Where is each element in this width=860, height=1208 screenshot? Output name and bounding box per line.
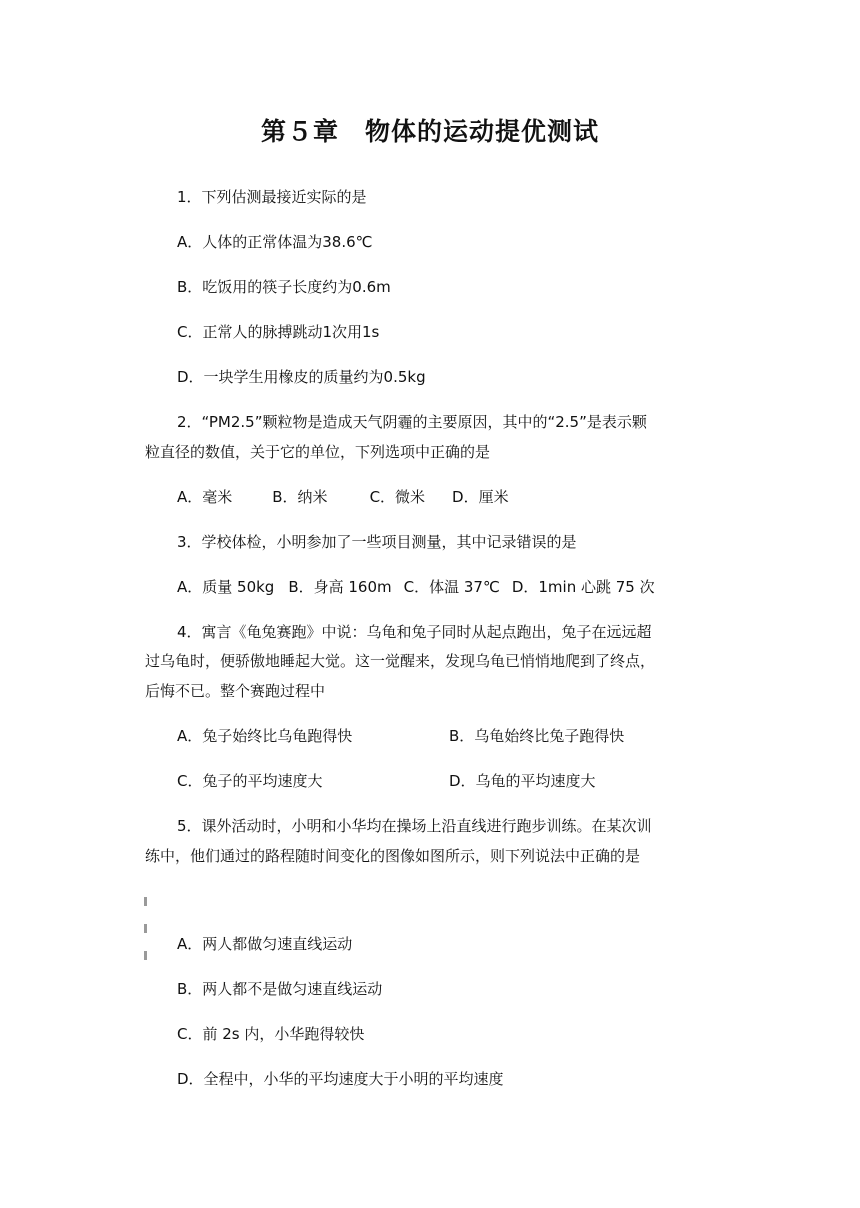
question-2-stem-line-1: 2．“PM2.5”颗粒物是造成天气阴霾的主要原因，其中的“2.5”是表示颗 bbox=[177, 413, 647, 431]
question-4-stem-line-2: 过乌龟时，便骄傲地睡起大觉。这一觉醒来，发现乌龟已悄悄地爬到了终点， bbox=[145, 652, 656, 670]
question-5-option-c: C．前 2s 内，小华跑得较快 bbox=[177, 1025, 365, 1043]
question-5-option-b: B．两人都不是做匀速直线运动 bbox=[177, 980, 383, 998]
question-2-options bbox=[177, 487, 509, 507]
question-2-option-d: D．厘米 bbox=[452, 488, 509, 506]
question-1-stem: 1．下列估测最接近实际的是 bbox=[177, 188, 367, 206]
question-1-option-b: B．吃饭用的筷子长度约为0.6m bbox=[177, 278, 391, 296]
question-5-stem-line-1: 5．课外活动时，小明和小华均在操场上沿直线进行跑步训练。在某次训 bbox=[177, 817, 652, 835]
question-3-stem: 3．学校体检，小明参加了一些项目测量，其中记录错误的是 bbox=[177, 533, 577, 551]
question-5-option-a: A．两人都做匀速直线运动 bbox=[177, 935, 353, 953]
question-2-option-b: B．纳米 bbox=[272, 488, 328, 506]
question-4-option-b: B．乌龟始终比兔子跑得快 bbox=[449, 727, 625, 745]
question-3-options bbox=[177, 577, 655, 597]
question-3-option-c: C．体温 37℃ bbox=[403, 578, 500, 596]
question-1-option-c: C．正常人的脉搏跳动1次用1s bbox=[177, 323, 380, 341]
question-1-option-a: A．人体的正常体温为38.6℃ bbox=[177, 233, 373, 251]
question-1-option-d: D．一块学生用橡皮的质量约为0.5kg bbox=[177, 368, 426, 386]
question-4-option-d: D．乌龟的平均速度大 bbox=[449, 772, 596, 790]
clipped-figure-fragment bbox=[144, 897, 147, 906]
question-5-option-d: D．全程中，小华的平均速度大于小明的平均速度 bbox=[177, 1070, 504, 1088]
question-4-stem-line-3: 后悔不已。整个赛跑过程中 bbox=[145, 682, 326, 700]
clipped-figure-fragment bbox=[144, 951, 147, 960]
question-4-stem-line-1: 4．寓言《龟兔赛跑》中说：乌龟和兔子同时从起点跑出，兔子在远远超 bbox=[177, 623, 652, 641]
question-2-option-c: C．微米 bbox=[369, 488, 426, 506]
clipped-figure-fragment bbox=[144, 924, 147, 933]
question-3-option-b: B．身高 160m bbox=[288, 578, 392, 596]
question-3-option-d: D．1min 心跳 75 次 bbox=[511, 578, 655, 596]
question-5-stem-line-2: 练中，他们通过的路程随时间变化的图像如图所示，则下列说法中正确的是 bbox=[145, 847, 641, 865]
question-2-option-a: A．毫米 bbox=[177, 488, 233, 506]
question-4-option-a: A．兔子始终比乌龟跑得快 bbox=[177, 727, 353, 745]
question-3-option-a: A．质量 50kg bbox=[177, 578, 275, 596]
page-title: 第５章 物体的运动提优测试 bbox=[260, 117, 599, 146]
question-2-stem-line-2: 粒直径的数值，关于它的单位，下列选项中正确的是 bbox=[145, 443, 491, 461]
question-4-option-c: C．兔子的平均速度大 bbox=[177, 772, 323, 790]
